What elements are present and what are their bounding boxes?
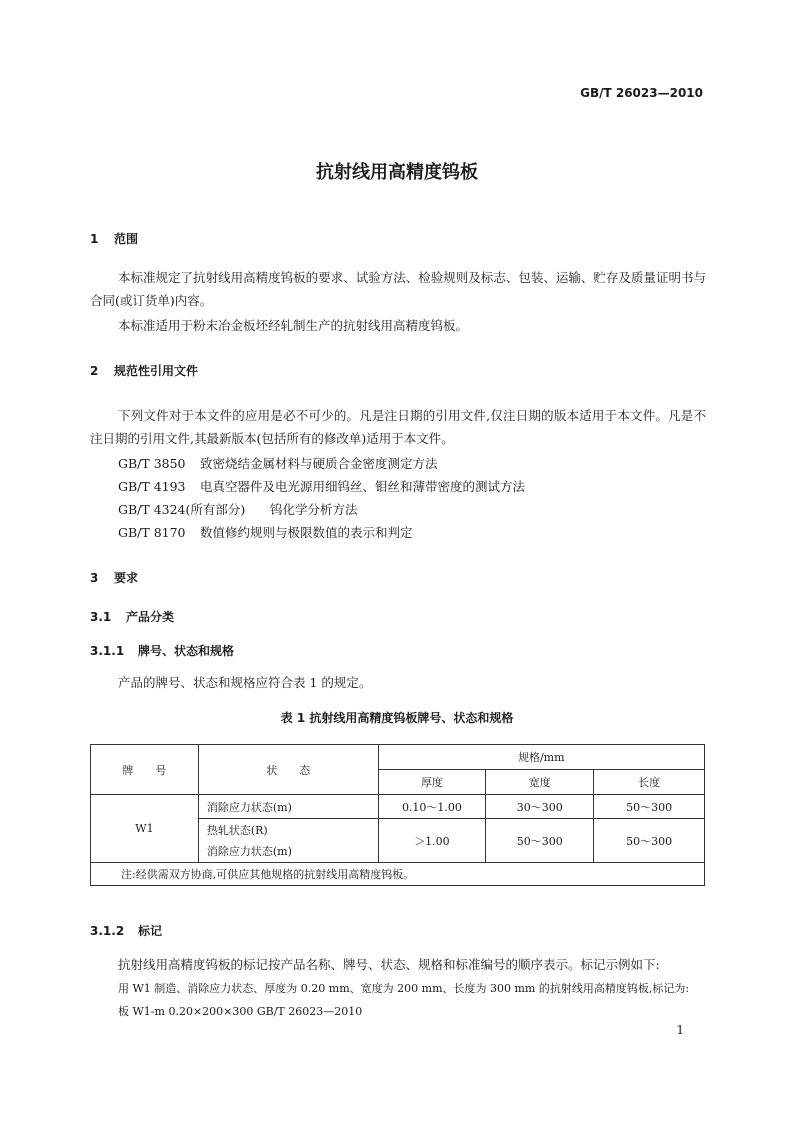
length-header: 长度 [594,770,705,795]
table-note: 注:经供需双方协商,可供应其他规格的抗射线用高精度钨板。 [91,863,705,886]
section-number: 2 [90,364,99,378]
reference-item [118,500,358,518]
table-row [91,795,705,819]
grade-header: 牌 号 [91,745,199,795]
table-header-row [91,745,705,770]
state-line: 消除应力状态(m) [206,844,292,858]
section-3-1-2-paragraph-1: 抗射线用高精度钨板的标记按产品名称、牌号、状态、规格和标准编号的顺序表示。标记示例如下: [118,957,660,972]
table-note-row [91,863,705,886]
section-1-paragraph-2: 本标准适用于粉末冶金板坯经轧制生产的抗射线用高精度钨板。 [118,318,469,333]
section-2-heading [90,362,198,379]
section-title: 要求 [114,571,139,585]
reference-title: 电真空器件及电光源用细钨丝、钼丝和薄带密度的测试方法 [200,479,526,494]
reference-code: GB/T 3850 [118,456,186,471]
table-1 [90,744,705,886]
section-number: 3 [90,571,99,585]
thickness-header: 厚度 [378,770,486,795]
standard-code: GB/T 26023—2010 [580,86,703,100]
section-title: 产品分类 [126,610,175,624]
section-number: 3.1 [90,610,112,624]
thickness-cell: 0.10～1.00 [378,795,486,819]
section-title: 范围 [114,232,139,246]
section-3-1-2-paragraph-2: 用 W1 制造、消除应力状态、厚度为 0.20 mm、宽度为 200 mm、长度为 300 mm 的抗射线用高精度钨板,标记为: [118,982,690,995]
table-1-caption: 表 1 抗射线用高精度钨板牌号、状态和规格 [280,711,514,725]
section-1-paragraph-1: 本标准规定了抗射线用高精度钨板的要求、试验方法、检验规则及标志、包装、运输、贮存及质量证明书与合同(或订货单)内容。 [90,270,706,308]
state-cell: 消除应力状态(m) [198,795,378,819]
reference-title: 钨化学分析方法 [270,502,358,517]
section-3-1-1-paragraph: 产品的牌号、状态和规格应符合表 1 的规定。 [118,675,372,690]
section-number: 3.1.1 [90,644,125,658]
thickness-cell: ＞1.00 [378,819,486,863]
length-cell: 50～300 [594,795,705,819]
page-number: 1 [676,1023,684,1037]
width-cell: 30～300 [486,795,594,819]
width-header: 宽度 [486,770,594,795]
reference-code: GB/T 8170 [118,525,186,540]
section-2-paragraph-1: 下列文件对于本文件的应用是必不可少的。凡是注日期的引用文件,仅注日期的版本适用于本文件。凡是不注日期的引用文件,其最新版本(包括所有的修改单)适用于本文件。 [90,408,706,446]
document-title: 抗射线用高精度钨板 [316,162,478,183]
reference-title: 致密烧结金属材料与硬质合金密度测定方法 [200,456,438,471]
section-title: 规范性引用文件 [114,364,199,378]
section-1-heading [90,230,138,247]
marking-example: 板 W1-m 0.20×200×300 GB/T 26023—2010 [118,1005,363,1018]
reference-code: GB/T 4324(所有部分) [118,502,246,517]
reference-code: GB/T 4193 [118,479,186,494]
section-number: 3.1.2 [90,924,125,938]
spec-header: 规格/mm [378,745,704,770]
section-3-1-heading [90,608,174,625]
width-cell: 50～300 [486,819,594,863]
reference-item [118,477,525,495]
section-title: 牌号、状态和规格 [138,644,235,658]
reference-item [118,454,438,472]
state-line: 热轧状态(R) [206,823,268,837]
reference-item [118,523,413,541]
length-cell: 50～300 [594,819,705,863]
state-header: 状 态 [198,745,378,795]
section-number: 1 [90,232,99,246]
grade-cell: W1 [91,795,199,863]
reference-title: 数值修约规则与极限数值的表示和判定 [200,525,413,540]
section-3-1-2-heading [90,922,162,939]
section-title: 标记 [138,924,163,938]
section-3-1-1-heading [90,642,234,659]
section-3-heading [90,569,138,586]
state-cell [198,819,378,863]
